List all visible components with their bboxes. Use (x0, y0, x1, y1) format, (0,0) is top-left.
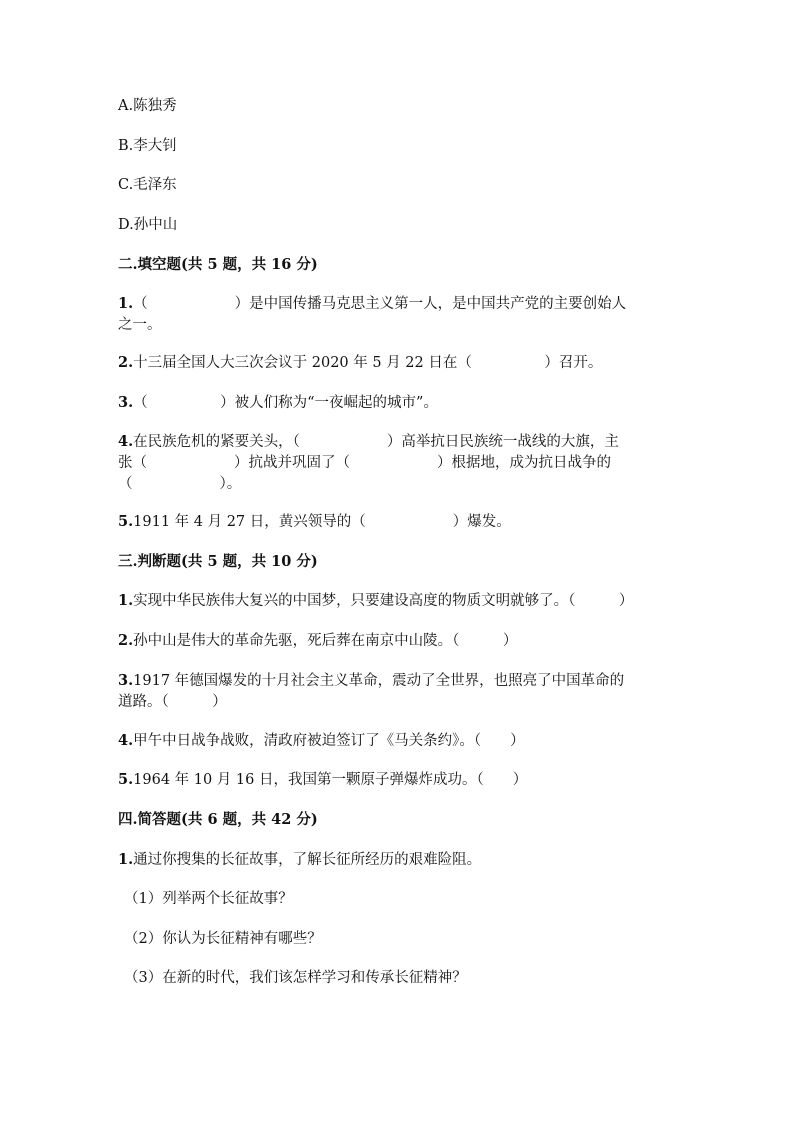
sub-question-2: （2）你认为长征精神有哪些？ (124, 931, 322, 947)
question-text: 在民族危机的紧要关头，（ ）高举抗日民族统一战线的大旗，主 (133, 434, 619, 450)
question-text: 通过你搜集的长征故事，了解长征所经历的艰难险阻。 (133, 852, 482, 868)
fill-question-3 (118, 393, 438, 413)
judge-question-1 (118, 591, 633, 611)
question-text: 1964 年 10 月 16 日，我国第一颗原子弹爆炸成功。（ ） (133, 772, 528, 788)
question-text: 1917 年德国爆发的十月社会主义革命，震动了全世界，也照亮了中国革命的 (133, 673, 625, 689)
question-number: 4. (118, 732, 134, 749)
question-text: 十三届全国人大三次会议于 2020 年 5 月 22 日在（ ）召开。 (133, 355, 603, 371)
sub-question-3: （3）在新的时代，我们该怎样学习和传承长征精神？ (124, 970, 467, 986)
section-heading-short-answer: 四.简答题(共 6 题，共 42 分) (118, 811, 318, 828)
option-d: D.孙中山 (118, 217, 178, 233)
sub-question-1: （1）列举两个长征故事？ (124, 891, 293, 907)
question-number: 2. (118, 354, 134, 371)
option-c: C.毛泽东 (118, 177, 177, 193)
judge-question-2 (118, 631, 517, 651)
question-number: 1. (118, 295, 134, 312)
fill-question-4-line-3: （ ）。 (118, 476, 242, 492)
fill-question-1 (118, 294, 626, 314)
question-number: 1. (118, 592, 134, 609)
question-text: 实现中华民族伟大复兴的中国梦，只要建设高度的物质文明就够了。（ ） (133, 593, 634, 609)
judge-question-5 (118, 770, 527, 790)
option-b: B.李大钊 (118, 138, 177, 154)
question-number: 3. (118, 394, 134, 411)
short-answer-question-1 (118, 850, 481, 870)
judge-question-4 (118, 731, 525, 751)
question-number: 5. (118, 513, 134, 530)
fill-question-4-line-2: 张（ ）抗战并巩固了（ ）根据地，成为抗日战争的 (118, 455, 611, 471)
judge-question-3-continued: 道路。（ ） (118, 694, 227, 710)
option-a: A.陈独秀 (118, 98, 177, 114)
question-text: 甲午中日战争战败，清政府被迫签订了《马关条约》。（ ） (133, 733, 525, 749)
question-text: （ ）是中国传播马克思主义第一人，是中国共产党的主要创始人 (133, 296, 627, 312)
question-number: 1. (118, 851, 134, 868)
question-number: 3. (118, 672, 134, 689)
question-number: 2. (118, 632, 134, 649)
fill-question-5 (118, 512, 511, 532)
section-heading-judgement: 三.判断题(共 5 题，共 10 分) (118, 553, 318, 570)
question-text: 孙中山是伟大的革命先驱，死后葬在南京中山陵。（ ） (133, 633, 518, 649)
question-text: 1911 年 4 月 27 日，黄兴领导的（ ）爆发。 (133, 514, 511, 530)
question-text: （ ）被人们称为“一夜崛起的城市”。 (133, 395, 438, 411)
fill-question-4 (118, 432, 619, 452)
fill-question-2 (118, 353, 602, 373)
judge-question-3 (118, 671, 624, 691)
fill-question-1-continued: 之一。 (118, 317, 162, 333)
question-number: 5. (118, 771, 134, 788)
section-heading-fill-blank: 二.填空题(共 5 题，共 16 分) (118, 256, 318, 273)
question-number: 4. (118, 433, 134, 450)
